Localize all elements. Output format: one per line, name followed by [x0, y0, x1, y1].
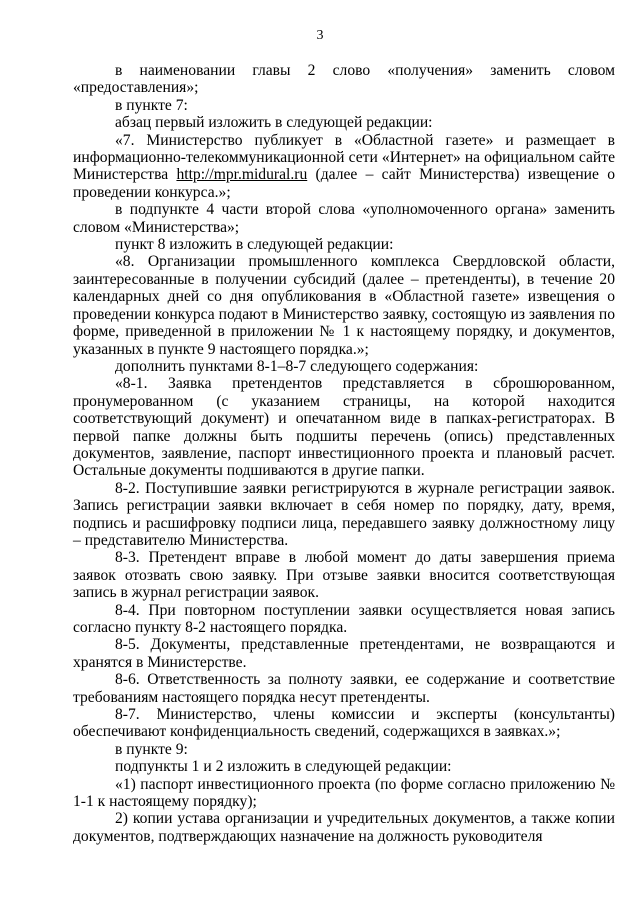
paragraph: пункт 8 изложить в следующей редакции: [115, 236, 394, 254]
paragraph: «1) паспорт инвестиционного проекта (по форме согласно приложению № 1-1 к настоящему порядку); [73, 775, 615, 811]
paragraph: в пункте 9: [115, 740, 188, 758]
paragraph-text: «7. Министерство публикует в «Областной газете» и размещает в информационно-телекоммуникационной сети «Интернет» на официальном сайте Министерства [73, 131, 615, 184]
paragraph: абзац первый изложить в следующей редакции: [115, 114, 433, 132]
paragraph-text: (далее – сайт Министерства) извещение о проведении конкурса.»; [73, 166, 615, 201]
paragraph: 8-5. Документы, представленные претендентами, не возвращаются и хранятся в Министерстве. [73, 636, 615, 671]
paragraph: в пункте 7: [115, 96, 188, 114]
paragraph: в подпункте 4 части второй слова «уполномоченного органа» заменить словом «Министерства»; [73, 201, 615, 236]
paragraph: в наименовании главы 2 слово «получения» заменить словом «предоставления»; [73, 62, 615, 97]
paragraph: «8. Организации промышленного комплекса Свердловской области, заинтересованные в получении субсидий (далее – претенденты), в течение 20 календарных дней со дня опубликования в «Областной газете» извещения о проведении конкурса подают в Министерство заявку, состоящую из заявления по форме, приведенной в приложении № 1 к настоящему порядку, и документов, указанных в пункте 9 настоящего порядка.»; [73, 253, 615, 358]
paragraph: 2) копии устава организации и учредительных документов, а также копии документов, подтверждающих назначение на должность руководителя [73, 810, 615, 845]
paragraph: 8-4. При повторном поступлении заявки осуществляется новая запись согласно пункту 8-2 настоящего порядка. [73, 601, 615, 636]
paragraph: 8-3. Претендент вправе в любой момент до даты завершения приема заявок отозвать свою заявку. При отзыве заявки вносится соответствующая запись в журнал регистрации заявок. [73, 549, 615, 602]
paragraph: подпункты 1 и 2 изложить в следующей редакции: [115, 758, 452, 776]
paragraph: 8-2. Поступившие заявки регистрируются в журнале регистрации заявок. Запись регистрации заявки включает в себя номер по порядку, дату, время, подпись и расшифровку подписи лица, передавшего заявку должностному лицу – представителю Министерства. [73, 479, 615, 549]
paragraph: дополнить пунктами 8-1–8-7 следующего содержания: [115, 357, 479, 375]
page-number: 3 [316, 28, 324, 43]
paragraph-with-link [73, 132, 615, 202]
paragraph: 8-6. Ответственность за полноту заявки, ее содержание и соответствие требованиям настоящего порядка несут претенденты. [73, 671, 615, 706]
paragraph: «8-1. Заявка претендентов представляется в сброшюрованном, пронумерованном (с указанием страницы, на которой находится соответствующий документ) и опечатанном виде в папках-регистраторах. В первой папке должны быть подшиты перечень (опись) представленных документов, заявление, паспорт инвестиционного проекта и плановый расчет. Остальные документы подшиваются в другие папки. [73, 375, 615, 480]
document-body [73, 62, 615, 845]
ministry-website-link[interactable]: http://mpr.midural.ru [176, 166, 308, 184]
paragraph: 8-7. Министерство, члены комиссии и эксперты (консультанты) обеспечивают конфиденциальность сведений, содержащихся в заявках.»; [73, 706, 615, 741]
